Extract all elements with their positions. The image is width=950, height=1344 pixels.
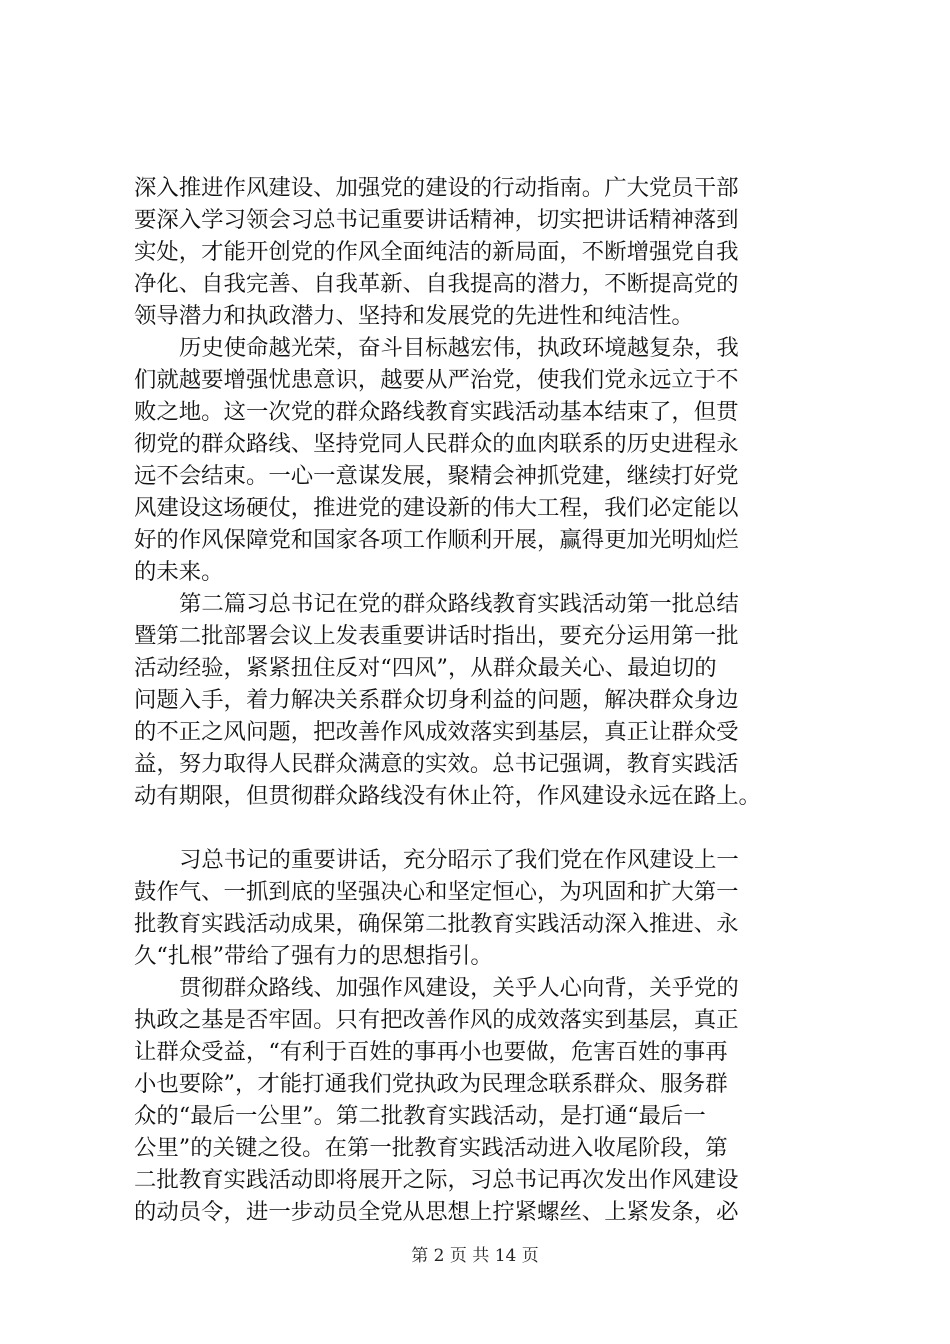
text-line: 益，努力取得人民群众满意的实效。总书记强调，教育实践活 xyxy=(134,751,739,777)
text-line: 执政之基是否牢固。只有把改善作风的成效落实到基层，真正 xyxy=(134,1007,739,1033)
text-line: 历史使命越光荣，奋斗目标越宏伟，执政环境越复杂，我 xyxy=(179,335,739,361)
text-line: 彻党的群众路线、坚持党同人民群众的血肉联系的历史进程永 xyxy=(134,431,739,457)
document-body xyxy=(134,172,834,1228)
text-line: 活动经验，紧紧扭住反对“四风”，从群众最关心、最迫切的 xyxy=(134,655,717,681)
text-line: 批教育实践活动成果，确保第二批教育实践活动深入推进、永 xyxy=(134,911,739,937)
text-line: 暨第二批部署会议上发表重要讲话时指出，要充分运用第一批 xyxy=(134,623,739,649)
text-line: 净化、自我完善、自我革新、自我提高的潜力，不断提高党的 xyxy=(134,271,739,297)
text-line: 动有期限，但贯彻群众路线没有休止符，作风建设永远在路上。 xyxy=(134,783,761,809)
text-line: 习总书记的重要讲话，充分昭示了我们党在作风建设上一 xyxy=(179,847,739,873)
text-line: 要深入学习领会习总书记重要讲话精神，切实把讲话精神落到 xyxy=(134,207,739,233)
text-line: 的未来。 xyxy=(134,559,224,585)
text-line: 实处，才能开创党的作风全面纯洁的新局面，不断增强党自我 xyxy=(134,239,739,265)
text-line: 的不正之风问题，把改善作风成效落实到基层，真正让群众受 xyxy=(134,719,739,745)
paragraph-spacer xyxy=(134,812,834,844)
text-line: 风建设这场硬仗，推进党的建设新的伟大工程，我们必定能以 xyxy=(134,495,739,521)
text-line: 深入推进作风建设、加强党的建设的行动指南。广大党员干部 xyxy=(134,175,739,201)
text-line: 的动员令，进一步动员全党从思想上拧紧螺丝、上紧发条，必 xyxy=(134,1199,739,1225)
text-line: 众的“最后一公里”。第二批教育实践活动，是打通“最后一 xyxy=(134,1103,706,1129)
text-line: 鼓作气、一抓到底的坚强决心和坚定恒心，为巩固和扩大第一 xyxy=(134,879,739,905)
text-line: 小也要除”，才能打通我们党执政为民理念联系群众、服务群 xyxy=(134,1071,728,1097)
paragraph-4 xyxy=(134,844,834,972)
text-line: 二批教育实践活动即将展开之际，习总书记再次发出作风建设 xyxy=(134,1167,739,1193)
text-line: 久“扎根”带给了强有力的思想指引。 xyxy=(134,943,493,969)
text-line: 好的作风保障党和国家各项工作顺利开展，赢得更加光明灿烂 xyxy=(134,527,739,553)
text-line: 败之地。这一次党的群众路线教育实践活动基本结束了，但贯 xyxy=(134,399,739,425)
paragraph-1 xyxy=(134,172,834,332)
paragraph-2 xyxy=(134,332,834,588)
text-line: 第二篇习总书记在党的群众路线教育实践活动第一批总结 xyxy=(179,591,739,617)
paragraph-5 xyxy=(134,972,834,1228)
page-number-footer: 第 2 页 共 14 页 xyxy=(411,1246,539,1266)
text-line: 问题入手，着力解决关系群众切身利益的问题，解决群众身边 xyxy=(134,687,739,713)
text-line: 贯彻群众路线、加强作风建设，关乎人心向背，关乎党的 xyxy=(179,975,739,1001)
text-line: 公里”的关键之役。在第一批教育实践活动进入收尾阶段，第 xyxy=(134,1135,728,1161)
text-line: 领导潜力和执政潜力、坚持和发展党的先进性和纯洁性。 xyxy=(134,303,694,329)
text-line: 远不会结束。一心一意谋发展，聚精会神抓党建，继续打好党 xyxy=(134,463,739,489)
paragraph-3 xyxy=(134,588,834,812)
text-line: 们就越要增强忧患意识，越要从严治党，使我们党永远立于不 xyxy=(134,367,739,393)
text-line: 让群众受益，“有利于百姓的事再小也要做，危害百姓的事再 xyxy=(134,1039,728,1065)
